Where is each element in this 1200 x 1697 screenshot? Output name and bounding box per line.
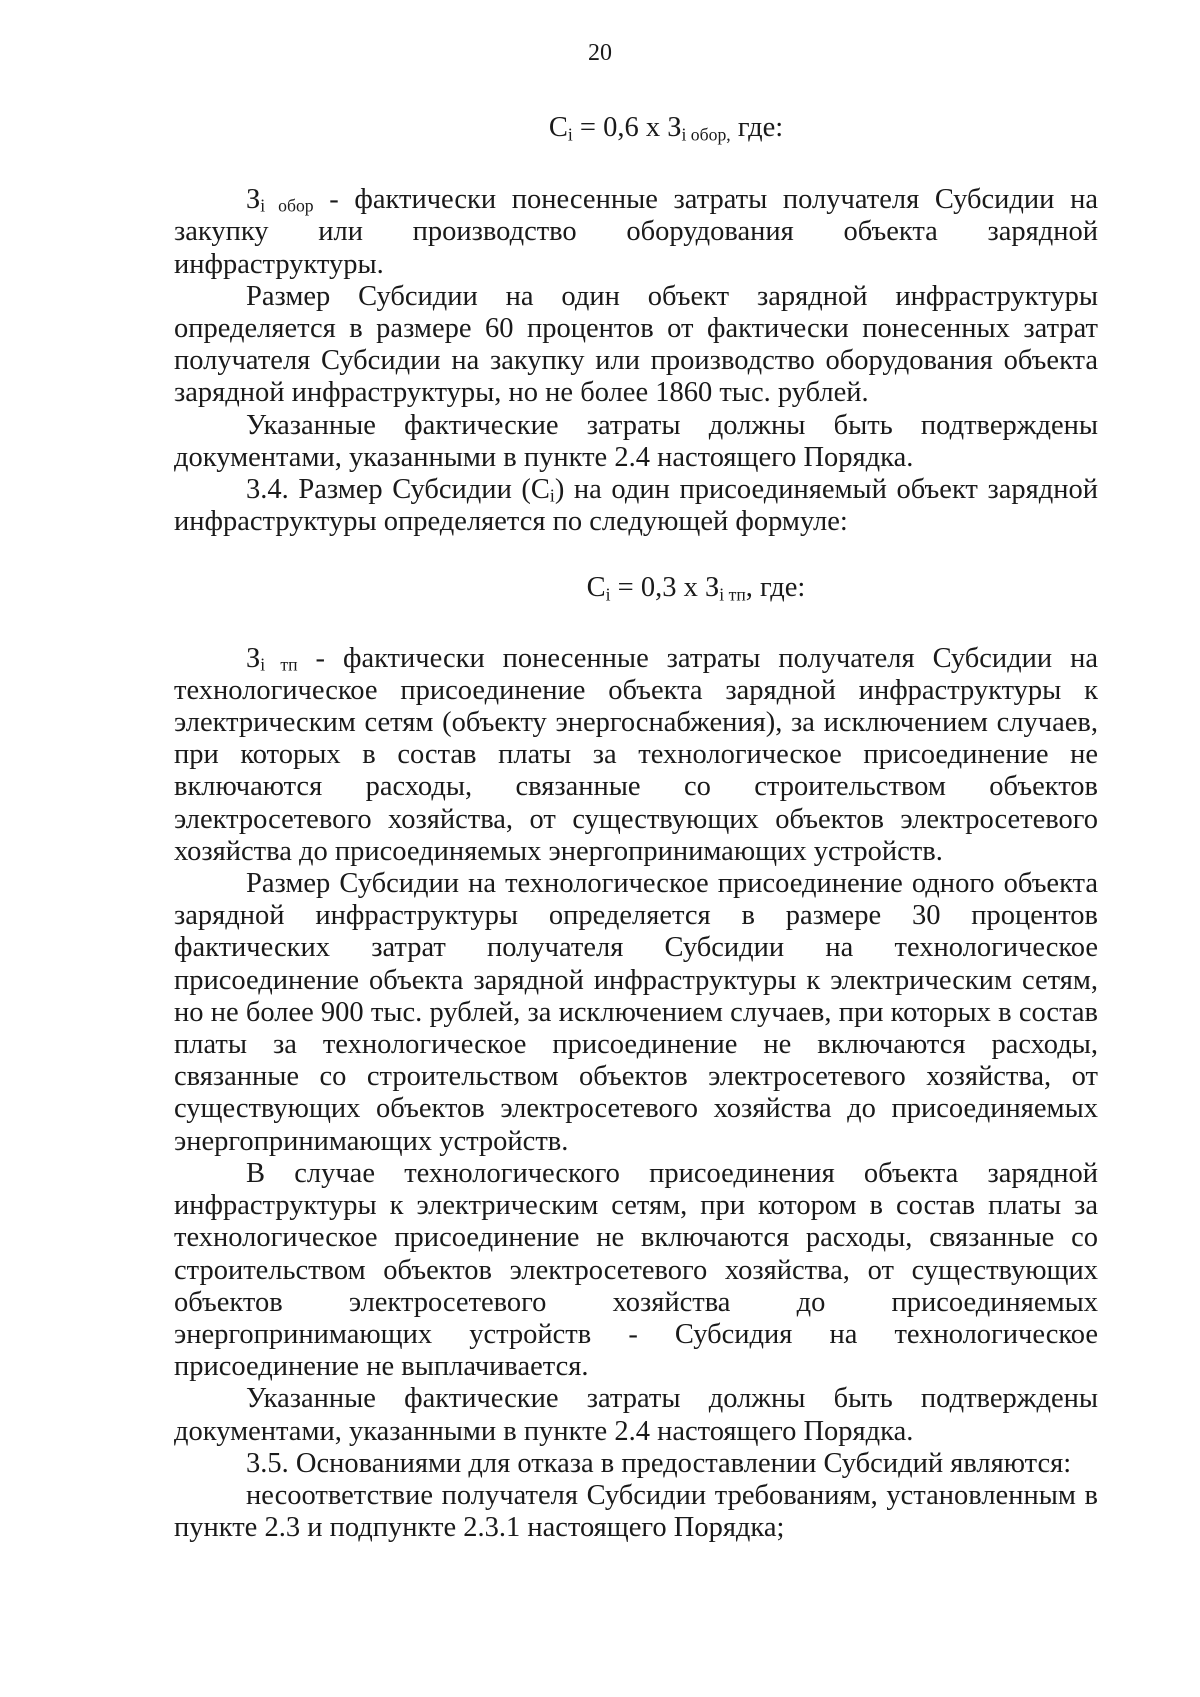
formula-lhs: C bbox=[586, 572, 606, 604]
formula-subsidy-connection bbox=[174, 572, 1098, 604]
definition-text: - фактически понесенные затраты получателя Субсидии на закупку или производство оборудования объекта зарядной инфраструктуры. bbox=[174, 184, 1098, 280]
formula-lhs-subscript: i bbox=[605, 584, 611, 605]
definition-equipment-costs bbox=[174, 184, 1098, 281]
paragraph: Указанные фактические затраты должны быть подтверждены документами, указанными в пункте 2.4 настоящего Порядка. bbox=[174, 1383, 1098, 1447]
paragraph: Размер Субсидии на один объект зарядной инфраструктуры определяется в размере 60 процентов от фактически понесенных затрат получателя Субсидии на закупку или производство оборудования объекта зарядной инфраструктуры, но не более 1860 тыс. рублей. bbox=[174, 280, 1098, 409]
page-number: 20 bbox=[588, 40, 612, 66]
formula-tail: где: bbox=[730, 112, 784, 143]
definition-text: - фактически понесенные затраты получателя Субсидии на технологическое присоединение объекта зарядной инфраструктуры к электрическим сетям (объекту энергоснабжения), за исключением случаев, при которых в состав платы за технологическое присоединение не включаются расходы, связанные со строительством объектов электросетевого хозяйства, от существующих объектов электросетевого хозяйства до присоединяемых энергопринимающих устройств. bbox=[174, 642, 1098, 867]
formula-tail: , где: bbox=[745, 572, 806, 604]
paragraph: Размер Субсидии на технологическое присоединение одного объекта зарядной инфраструктуры определяется в размере 30 процентов фактических затрат получателя Субсидии на технологическое присоединение объекта зарядной инфраструктуры к электрическим сетям, но не более 900 тыс. рублей, за исключением случаев, при которых в состав платы за технологическое присоединение не включаются расходы, связанные со строительством объектов электросетевого хозяйства, от существующих объектов электросетевого хозяйства до присоединяемых энергопринимающих устройств. bbox=[174, 868, 1098, 1157]
section-3-5-heading: 3.5. Основаниями для отказа в предоставлении Субсидий являются: bbox=[246, 1447, 1072, 1479]
definition-variable: З bbox=[246, 184, 261, 216]
document-body bbox=[174, 112, 1098, 1544]
formula-lhs: C bbox=[548, 112, 568, 143]
section-3-4-paragraph bbox=[174, 474, 1098, 538]
formula-lhs-subscript: i bbox=[567, 124, 573, 145]
definition-variable-subscript: i обор bbox=[260, 195, 314, 216]
formula-rhs-subscript: i обор, bbox=[681, 124, 731, 145]
paragraph: В случае технологического присоединения объекта зарядной инфраструктуры к электрическим сетям, при котором в состав платы за технологическое присоединение не включаются расходы, связанные со строительством объектов электросетевого хозяйства, от существующих объектов электросетевого хозяйства до присоединяемых энергопринимающих устройств - Субсидия на технологическое присоединение не выплачивается. bbox=[174, 1157, 1098, 1383]
definition-variable-subscript: i тп bbox=[260, 654, 298, 675]
formula-subsidy-equipment bbox=[174, 112, 1098, 144]
definition-variable: З bbox=[246, 642, 261, 674]
section-text-after: ) на один присоединяемый объект зарядной инфраструктуры определяется по следующей формуле: bbox=[174, 474, 1098, 538]
paragraph: Указанные фактические затраты должны быть подтверждены документами, указанными в пункте 2.4 настоящего Порядка. bbox=[174, 409, 1098, 473]
section-text-before: 3.4. Размер Субсидии (C bbox=[246, 474, 550, 506]
definition-connection-costs bbox=[174, 643, 1098, 868]
formula-middle: = 0,3 х З bbox=[610, 572, 720, 604]
paragraph: несоответствие получателя Субсидии требованиям, установленным в пункте 2.3 и подпункте 2.3.1 настоящего Порядка; bbox=[174, 1479, 1098, 1544]
formula-middle: = 0,6 х З bbox=[572, 112, 682, 143]
section-subscript: i bbox=[549, 485, 555, 506]
formula-rhs-subscript: i тп bbox=[719, 584, 746, 605]
